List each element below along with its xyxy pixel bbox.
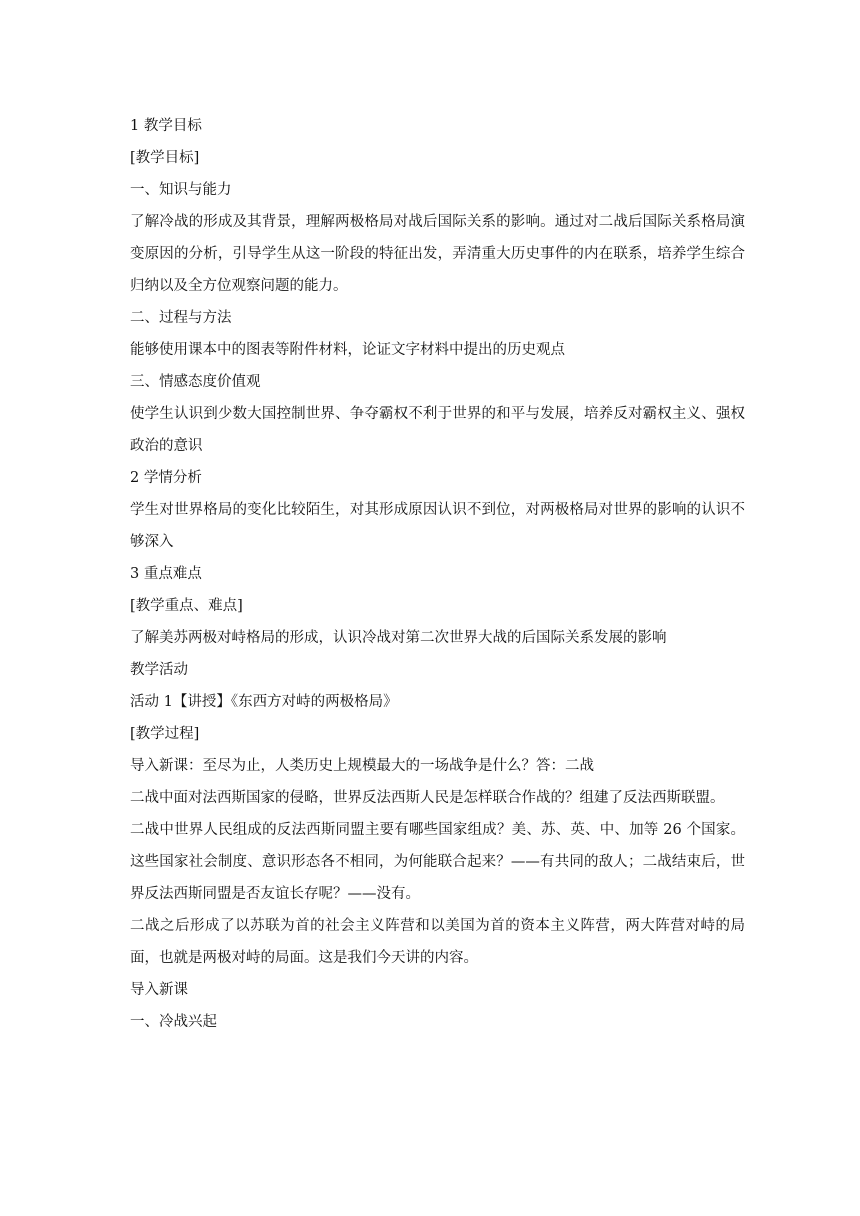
document-page [130, 110, 745, 1038]
section-heading-objectives: 1 教学目标 [130, 118, 202, 134]
section-heading-key-points: 3 重点难点 [130, 566, 202, 582]
subheading-process-method: 二、过程与方法 [130, 310, 232, 326]
heading-cold-war-rise: 一、冷战兴起 [130, 1014, 217, 1030]
heading-new-lesson: 导入新课 [130, 982, 188, 998]
paragraph-two-camps: 二战之后形成了以苏联为首的社会主义阵营和以美国为首的资本主义阵营，两大阵营对峙的局面，也就是两极对峙的局面。这是我们今天讲的内容。 [130, 918, 745, 966]
paragraph-student-analysis: 学生对世界格局的变化比较陌生，对其形成原因认识不到位，对两极格局对世界的影响的认识不够深入 [130, 502, 745, 550]
subheading-values: 三、情感态度价值观 [130, 374, 261, 390]
paragraph-values: 使学生认识到少数大国控制世界、争夺霸权不利于世界的和平与发展，培养反对霸权主义、强权政治的意识 [130, 406, 745, 454]
paragraph-knowledge-ability: 了解冷战的形成及其背景，理解两极格局对战后国际关系的影响。通过对二战后国际关系格局演变原因的分析，引导学生从这一阶段的特征出发，弄清重大历史事件的内在联系，培养学生综合归纳以及全方位观察问题的能力。 [130, 214, 745, 294]
activity-title: 活动 1【讲授】《东西方对峙的两极格局》 [130, 694, 398, 710]
paragraph-alliance-question: 二战中面对法西斯国家的侵略，世界反法西斯人民是怎样联合作战的？组建了反法西斯联盟。 [130, 790, 725, 806]
paragraph-intro-question: 导入新课：至尽为止，人类历史上规模最大的一场战争是什么？答：二战 [130, 758, 594, 774]
paragraph-process-method: 能够使用课本中的图表等附件材料，论证文字材料中提出的历史观点 [130, 342, 565, 358]
bracket-label-key-points: [教学重点、难点] [130, 598, 243, 614]
subheading-knowledge-ability: 一、知识与能力 [130, 182, 232, 198]
bracket-label-process: [教学过程] [130, 726, 200, 742]
bracket-label-objectives: [教学目标] [130, 150, 200, 166]
heading-teaching-activities: 教学活动 [130, 662, 188, 678]
section-heading-student-analysis: 2 学情分析 [130, 470, 202, 486]
paragraph-alliance-members: 二战中世界人民组成的反法西斯同盟主要有哪些国家组成？美、苏、英、中、加等 26 个国家。这些国家社会制度、意识形态各不相同，为何能联合起来？——有共同的敌人；二战结束后，世界反法西斯同盟是否友谊长存呢？——没有。 [130, 822, 745, 902]
paragraph-key-points: 了解美苏两极对峙格局的形成，认识冷战对第二次世界大战的后国际关系发展的影响 [130, 630, 667, 646]
